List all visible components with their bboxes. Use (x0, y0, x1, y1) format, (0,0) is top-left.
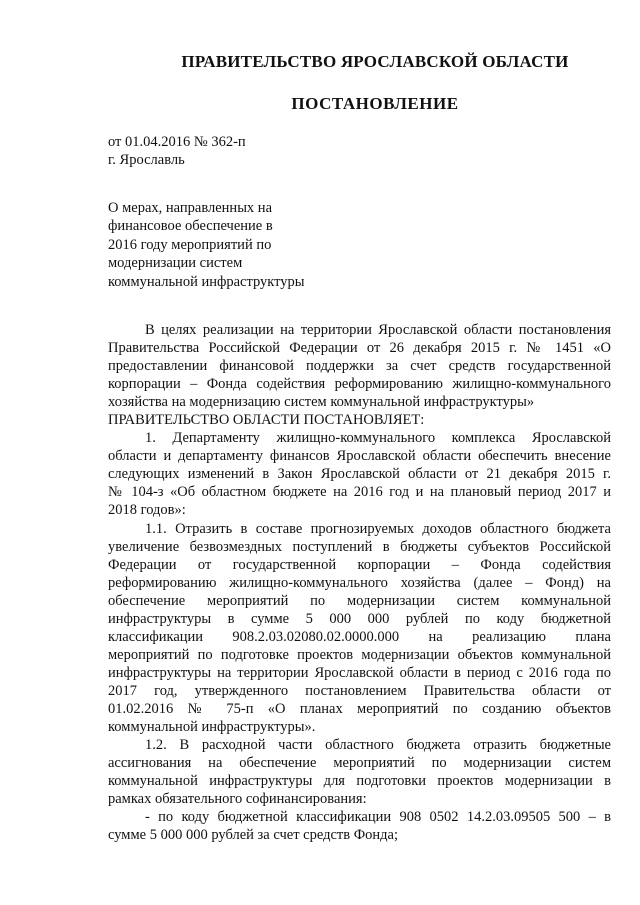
subject-line: О мерах, направленных на (108, 200, 273, 216)
body-line: рамках обязательного софинансирования: (108, 791, 367, 808)
body-line: хозяйства на модернизацию систем коммунальной инфраструктуры» (108, 394, 535, 411)
body-line: сумме 5 000 000 рублей за счет средств Фонда; (108, 827, 399, 844)
document-body (108, 321, 611, 844)
body-line: мероприятий по подготовке проектов модернизации объектов коммунальной (108, 646, 611, 663)
body-line: реформированию жилищно-коммунального хозяйства (далее – Фонд) на (108, 574, 611, 591)
body-line: В целях реализации на территории Ярославской области постановления (145, 322, 611, 338)
document-type-title: ПОСТАНОВЛЕНИЕ (291, 94, 459, 113)
body-line: Правительства Российской Федерации от 26 декабря 2015 г. № 1451 «О (108, 340, 611, 357)
body-line: классификации 908.2.03.02080.02.0000.000 на реализацию плана (108, 628, 611, 645)
body-line: Федерации от государственной корпорации – Фонда содействия (108, 556, 611, 573)
document-meta (108, 133, 246, 169)
government-title: ПРАВИТЕЛЬСТВО ЯРОСЛАВСКОЙ ОБЛАСТИ (181, 52, 569, 71)
date-number-line: от 01.04.2016 № 362-п (108, 134, 246, 150)
body-line: предоставлении финансовой поддержки за счет средств государственной (108, 358, 611, 375)
resolution-line: ПРАВИТЕЛЬСТВО ОБЛАСТИ ПОСТАНОВЛЯЕТ: (108, 412, 425, 429)
body-line: 1. Департаменту жилищно-коммунального комплекса Ярославской (145, 430, 611, 447)
body-line: коммунальной инфраструктуры для подготовки проектов модернизации в (108, 773, 611, 790)
body-line: корпорации – Фонда содействия реформированию жилищно-коммунального (108, 376, 611, 393)
body-line: следующих изменений в Закон Ярославской области от 21 декабря 2015 г. (108, 466, 611, 483)
body-line: ассигнования на обеспечение мероприятий по модернизации систем (108, 755, 611, 772)
subject-line: модернизации систем (108, 255, 243, 272)
body-line: 1.1. Отразить в составе прогнозируемых доходов областного бюджета (145, 520, 611, 537)
body-line: 2017 год, утвержденного постановлением Правительства области от (108, 682, 611, 699)
city-line: г. Ярославль (108, 152, 185, 168)
body-line: 2018 годов»: (108, 502, 186, 519)
body-line: инфраструктуры на территории Ярославской области в период с 2016 года по (108, 664, 611, 681)
body-line: - по коду бюджетной классификации 908 0502 14.2.03.09505 500 – в (145, 809, 611, 826)
body-line: обеспечение мероприятий по модернизации систем коммунальной (108, 592, 611, 609)
document-subject (108, 199, 338, 291)
body-line: 1.2. В расходной части областного бюджета отразить бюджетные (145, 737, 611, 754)
body-line: 01.02.2016 № 75-п «О планах мероприятий по созданию объектов (108, 700, 611, 717)
body-line: области и департаменту финансов Ярославской области обеспечить внесение (108, 448, 611, 465)
body-line: коммунальной инфраструктуры». (108, 719, 316, 736)
subject-line: 2016 году мероприятий по (108, 236, 272, 253)
subject-line: финансовое обеспечение в (108, 218, 273, 235)
subject-line: коммунальной инфраструктуры (108, 273, 305, 290)
body-line: инфраструктуры в сумме 5 000 000 рублей по коду бюджетной (108, 610, 611, 627)
body-line: № 104-з «Об областном бюджете на 2016 год и на плановый период 2017 и (108, 484, 611, 501)
body-line: увеличение безвозмездных поступлений в бюджеты субъектов Российской (108, 538, 611, 555)
